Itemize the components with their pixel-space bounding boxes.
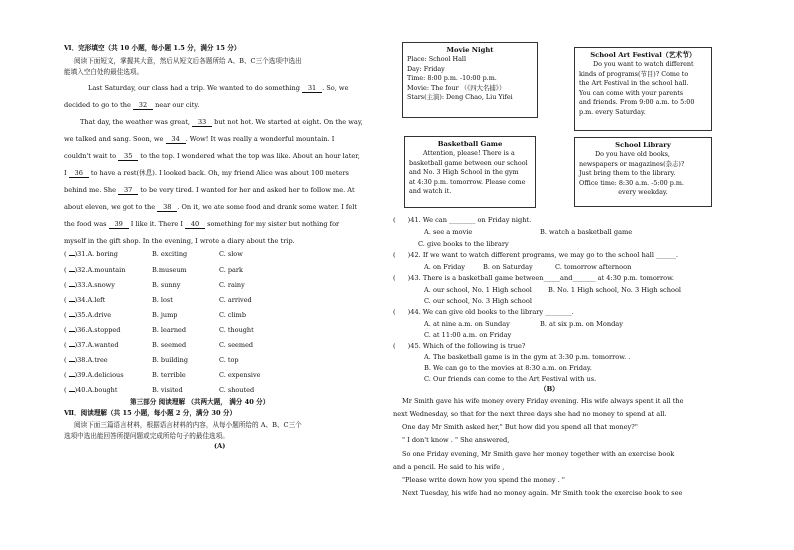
option-c[interactable]: C. top	[219, 356, 239, 364]
notice-line: Do you want to watch different	[593, 60, 694, 68]
answer-option[interactable]: A. see a movie	[424, 228, 473, 236]
section7-instruction-2: 选项中选出能回答所提问题或完成所给句子的最佳选项。	[64, 432, 229, 440]
option-c[interactable]: C. climb	[219, 311, 246, 319]
cloze-blank-31[interactable]: 31	[302, 84, 322, 93]
notice-line: and watch it.	[409, 187, 452, 196]
passage-line: So one Friday evening, Mr Smith gave her money together with an exercise book	[402, 450, 675, 458]
question-45: ( )45. Which of the following is true?	[393, 342, 526, 350]
answer-option[interactable]: A. The basketball game is in the gym at 3:30 p.m. tomorrow. .	[424, 353, 631, 361]
question-42: ( )42. If we want to watch different programs, we may go to the school hall ______.	[393, 251, 678, 259]
option-b[interactable]: B. sunny	[152, 281, 181, 289]
question-44: ( )44. We can give old books to the library ________.	[393, 308, 574, 316]
question-43: ( )43. There is a basketball game between_____and_______ at 4:30 p.m. tomorrow.	[393, 274, 675, 282]
cloze-blank-36[interactable]: 36	[69, 169, 89, 178]
notice-line: Day: Friday	[407, 64, 445, 73]
answer-option[interactable]: C. give books to the library	[418, 240, 509, 248]
notice-line: Time: 8:00 p.m. -10:00 p.m.	[407, 74, 497, 83]
passage-line: One day Mr Smith asked her," But how did you spend all that money?"	[402, 423, 638, 431]
answer-option[interactable]: B. at six p.m. on Monday	[540, 320, 623, 328]
cloze-line: That day, the weather was great, 33 but not hot. We started at eight. On the way,	[80, 118, 363, 126]
part-b-label: （B）	[540, 385, 559, 393]
answer-option[interactable]: A. our school, No. 1 High school	[424, 286, 532, 294]
notice-line: Office time: 8:30 a.m. -5:00 p.m.	[579, 178, 684, 187]
notice-line: Movie: The four （《四大名捕》）	[407, 83, 506, 92]
school-library-notice	[574, 137, 712, 207]
notice-line: kinds of programs(节目)? Come to	[579, 69, 689, 78]
option-row: ( )39.A.delicious	[64, 371, 124, 379]
answer-option[interactable]: A. at nine a.m. on Sunday	[424, 320, 510, 328]
part3-heading: 第三部分 阅读理解 （共两大题， 满分 40 分）	[130, 398, 270, 406]
option-c[interactable]: C. park	[219, 266, 243, 274]
answer-option[interactable]: B. on Saturday	[483, 263, 533, 271]
question-41: ( )41. We can ________ on Friday night.	[393, 216, 532, 224]
cloze-line: I 36 to have a rest(休息). I looked back. Oh, my friend Alice was about 100 meters	[64, 169, 349, 177]
option-row: ( )37.A.wanted	[64, 341, 119, 349]
notice-title: School Library	[615, 141, 671, 149]
cloze-blank-39[interactable]: 39	[109, 220, 129, 229]
movie-night-notice	[402, 42, 538, 118]
cloze-line: Last Saturday, our class had a trip. We wanted to do something 31 . So, we	[88, 84, 349, 92]
art-festival-notice	[574, 47, 712, 131]
answer-option[interactable]: C. at 11:00 a.m. on Friday	[424, 331, 512, 339]
cloze-blank-37[interactable]: 37	[118, 186, 138, 195]
section7-instruction-1: 阅读下面三篇语言材料，根据语言材料的内容，从每小题所给的 A、B、C三个	[74, 421, 302, 429]
cloze-line: the food was 39 I like it. There I 40 something for my sister but nothing for	[64, 220, 340, 228]
cloze-line: couldn't wait to 35 to the top. I wondered what the top was like. About an hour later,	[64, 152, 360, 160]
passage-line: Mr Smith gave his wife money every Friday evening. His wife always spent it all the	[402, 397, 684, 405]
option-c[interactable]: C. thought	[219, 326, 254, 334]
answer-option[interactable]: C. tomorrow afternoon	[555, 263, 632, 271]
option-b[interactable]: B. building	[152, 356, 189, 364]
cloze-blank-40[interactable]: 40	[185, 220, 205, 229]
cloze-line: we talked and sang. Soon, we 34 . Wow! It was really a wonderful mountain. I	[64, 135, 335, 143]
cloze-line: myself in the gift shop. In the evening, I wrote a diary about the trip.	[64, 237, 295, 245]
notice-title: Basketball Game	[437, 140, 503, 148]
cloze-blank-34[interactable]: 34	[166, 135, 186, 144]
option-row: ( )33.A.snowy	[64, 281, 115, 289]
passage-line: "Please write down how you spend the money . "	[402, 476, 565, 484]
option-row: ( )40.A.bought	[64, 386, 118, 394]
notice-line: Attention, please! There is a	[423, 149, 515, 157]
option-c[interactable]: C. seemed	[219, 341, 254, 349]
notice-line: and No. 3 High School in the gym	[409, 168, 519, 177]
cloze-blank-32[interactable]: 32	[133, 101, 153, 110]
notice-line: Stars(主演): Deng Chao, Liu Yifei	[407, 93, 513, 102]
notice-line: basketball game between our school	[409, 158, 528, 167]
section7-heading: Ⅶ．阅读理解（共 15 小题，每小题 2 分，满分 30 分）	[64, 409, 237, 417]
option-b[interactable]: B. exciting	[152, 250, 188, 258]
option-row: ( )32.A.mountain	[64, 266, 126, 274]
notice-line: You can come with your parents	[579, 88, 684, 97]
option-c[interactable]: C. slow	[219, 250, 243, 258]
option-b[interactable]: B. terrible	[152, 371, 186, 379]
section6-heading: Ⅵ．完形填空（共 10 小题，每小题 1.5 分，满分 15 分）	[64, 44, 241, 52]
passage-line: " I don't know . " She answered,	[402, 436, 510, 444]
passage-line: Next Tuesday, his wife had no money again. Mr Smith took the exercise book to see	[402, 489, 683, 497]
answer-option[interactable]: A. on Friday	[424, 263, 465, 271]
notice-title: Movie Night	[446, 46, 494, 54]
option-c[interactable]: C. arrived	[219, 296, 252, 304]
cloze-line: about eleven, we got to the 38 . On it, we ate some food and drank some water. I felt	[64, 203, 357, 211]
part-a-label: (A)	[214, 442, 226, 450]
option-row: ( )36.A.stopped	[64, 326, 121, 334]
option-b[interactable]: B.museum	[152, 266, 187, 274]
notice-title: School Art Festival（艺术节）	[590, 51, 696, 59]
passage-line: next Wednesday, so that for the next three days she had no money to spend at all.	[393, 410, 667, 418]
notice-line: Do you have old books,	[595, 150, 670, 158]
basketball-game-notice	[404, 136, 536, 208]
section6-instruction-2: 能填入空白处的最佳选项。	[64, 68, 144, 76]
cloze-line: decided to go to the 32 near our city.	[64, 101, 200, 109]
notice-line: the Art Festival in the school hall.	[579, 79, 689, 88]
option-c[interactable]: C. expensive	[219, 371, 261, 379]
option-c[interactable]: C. shouted	[219, 386, 255, 394]
option-b[interactable]: B. learned	[152, 326, 187, 334]
notice-line: at 4:30 p.m. tomorrow. Please come	[409, 177, 526, 186]
notice-line: newspapers or magazines(杂志)?	[579, 159, 685, 168]
notice-line: and friends. From 9:00 a.m. to 5:00	[579, 98, 695, 107]
answer-option[interactable]: B. watch a basketball game	[540, 228, 633, 236]
cloze-blank-33[interactable]: 33	[192, 118, 212, 127]
notice-line: every weekday.	[618, 188, 668, 197]
option-row: ( )31.A. boring	[64, 250, 118, 258]
option-row: ( )38.A.tree	[64, 356, 108, 364]
notice-line: Just bring them to the library.	[579, 169, 676, 178]
option-b[interactable]: B. lost	[152, 296, 173, 304]
option-row: ( )35.A.drive	[64, 311, 112, 319]
passage-line: and a pencil. He said to his wife ,	[393, 463, 505, 471]
cloze-blank-35[interactable]: 35	[118, 152, 138, 161]
notice-line: Place: School Hall	[407, 55, 467, 63]
cloze-line: behind me. She 37 to be very tired. I wanted for her and asked her to follow me. At	[64, 186, 355, 194]
notice-line: p.m. every Saturday.	[579, 107, 646, 116]
answer-option[interactable]: B. No. 1 High school, No. 3 High school	[548, 286, 682, 294]
option-b[interactable]: B. seemed	[152, 341, 187, 349]
option-c[interactable]: C. rainy	[219, 281, 245, 289]
answer-option[interactable]: C. our school, No. 3 High school	[424, 297, 532, 305]
cloze-blank-38[interactable]: 38	[157, 203, 177, 212]
section6-instruction-1: 阅读下面短文，掌握其大意，然后从短文后各题所给 A、B、C三个选项中选出	[74, 57, 302, 65]
option-row: ( )34.A.left	[64, 296, 106, 304]
answer-option[interactable]: C. Our friends can come to the Art Festival with us.	[424, 375, 597, 383]
answer-option[interactable]: B. We can go to the movies at 8:30 a.m. on Friday.	[424, 364, 592, 372]
option-b[interactable]: B. jump	[152, 311, 178, 319]
option-b[interactable]: B. visited	[152, 386, 183, 394]
